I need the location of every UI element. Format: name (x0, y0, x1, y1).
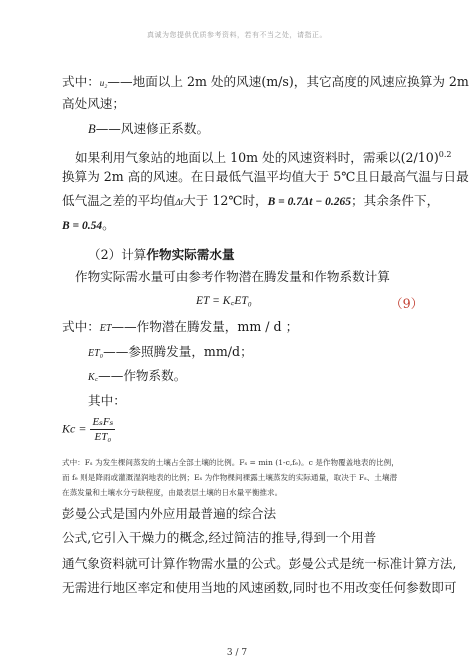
et-text: ——作物潜在腾发量，mm / d ； (111, 319, 299, 334)
penman-line4: 无需进行地区率定和使用当地的风速函数,同时也不用改变任何参数即可 (62, 580, 457, 595)
et-symbol: ET (99, 323, 112, 334)
temperature-diff-text: 低气温之差的平均值 (62, 193, 176, 208)
qizhong-label: 其中： (88, 393, 126, 408)
header-note: 真诚为您提供优质参考资料，若有不当之处，请指正。 (147, 31, 327, 39)
equation-9-number: （9） (390, 296, 424, 311)
shizhong-label: 式中： (62, 74, 100, 89)
penman-line3: 通气象资料就可计算作物需水量的公式。彭曼公式是统一标准计算方法, (62, 556, 457, 571)
kc-fraction-denominator: ET₀ (94, 431, 112, 443)
penman-line1: 彭曼公式是国内外应用最普遍的综合法 (62, 506, 277, 521)
kc-text: ——作物系数。 (98, 368, 187, 383)
fine-print-line3: 在蒸发量和土壤水分亏缺程度，由最表层土壤的日水量平衡推求。 (62, 488, 283, 497)
et0-text: ——参照腾发量，mm/d； (103, 344, 253, 359)
kc-formula-lhs: Kc = (62, 421, 87, 436)
section-title: 作物实际需水量 (146, 247, 235, 262)
b-coefficient-definition (88, 121, 209, 137)
fine-print-line2: 而 fₑ 则是降雨或灌溉湿润地表的比例；Eₛ 为作物棵间裸露土壤蒸发的实际通量，取决于 Fₛ、土壤潜 (62, 473, 398, 482)
fine-print-line1: 式中：Fₛ 为发生棵间蒸发的土壤占全部土壤的比例。Fₛ = min (1-c,fₑ)。c 是作物覆盖地表的比例， (62, 458, 399, 467)
equation-9: ET = K꜀ET₀ (196, 295, 252, 307)
et0-symbol: ET₀ (88, 348, 104, 359)
section-number: （2）计算 (88, 247, 147, 262)
exponent-sup: 0.2 (438, 150, 452, 159)
b-formula-default: B = 0.54 (62, 220, 103, 232)
weather-station-line1 (75, 147, 451, 166)
section-heading (88, 244, 235, 263)
b-symbol: B (88, 122, 96, 136)
kc-definition (88, 368, 186, 386)
weather-station-line2: 换算为 2m 高的风速。在日最低气温平均值大于 5℃且日最高气温与日最 (62, 169, 469, 184)
penman-line2: 公式,它引入干燥力的概念,经过简洁的推导,得到一个用普 (62, 530, 377, 545)
wind-speed-definition-line1 (62, 74, 469, 91)
delta-t-symbol: Δt (175, 197, 184, 207)
kc-fraction (90, 415, 115, 443)
otherwise-text: ；其余条件下， (351, 193, 440, 208)
condition-text: 大于 12℃时， (183, 193, 268, 208)
wind-speed-definition-line2: 高处风速； (62, 96, 125, 111)
kc-fraction-numerator: EₛFₛ (92, 416, 114, 428)
weather-station-line4 (62, 217, 115, 234)
b-coefficient-text: ——风速修正系数。 (95, 121, 210, 136)
b-formula-conditional: B = 0.7Δt − 0.265 (267, 196, 351, 208)
page-number: 3 / 7 (226, 648, 248, 658)
et0-definition (88, 344, 253, 362)
weather-station-line3 (62, 193, 439, 210)
weather-station-text: 如果利用气象站的地面以上 10m 处的风速资料时，需乘以(2/10) (75, 150, 439, 166)
shizhong-label-2: 式中： (62, 319, 100, 334)
et-definition (62, 319, 298, 337)
u2-symbol: u₂ (99, 78, 108, 88)
wind-speed-text: ——地面以上 2m 处的风速(m/s)，其它高度的风速应换算为 2m (107, 74, 469, 89)
period: 。 (102, 217, 115, 232)
kc-symbol: K꜀ (88, 372, 99, 383)
kc-formula (62, 415, 115, 443)
crop-water-intro: 作物实际需水量可由参考作物潜在腾发量和作物系数计算 (75, 269, 390, 284)
